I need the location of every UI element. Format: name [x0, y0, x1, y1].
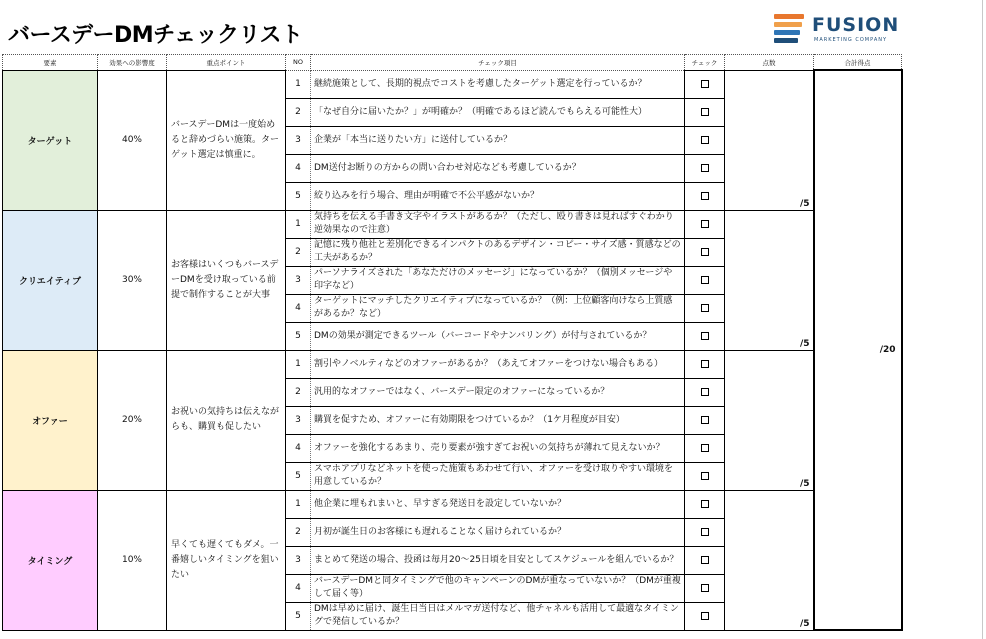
effect-value: 30% [98, 210, 167, 350]
checklist-table [2, 54, 903, 631]
check-item-text: 他企業に埋もれまいと、早すぎる発送日を設定していないか？ [311, 490, 685, 518]
checkbox[interactable] [701, 360, 709, 368]
header-total: 合計得点 [814, 55, 902, 71]
checkbox[interactable] [701, 472, 709, 480]
logo-tagline: MARKETING COMPANY [814, 37, 888, 43]
item-number: 2 [286, 378, 311, 406]
check-item-text: 月初が誕生日のお客様にも遅れることなく届けられているか？ [311, 518, 685, 546]
checkbox[interactable] [701, 444, 709, 452]
key-point: バースデーDMは一度始めると辞めづらい施策。ターゲット選定は慎重に。 [167, 70, 286, 210]
item-number: 3 [286, 406, 311, 434]
header-score: 点数 [725, 55, 814, 71]
check-item-text: 割引やノベルティなどのオファーがあるか？（あえてオファーをつけない場合もある） [311, 350, 685, 378]
check-item-text: 継続施策として、長期的視点でコストを考慮したターゲット選定を行っているか？ [311, 70, 685, 98]
category-3: オファー [3, 350, 98, 490]
checkbox[interactable] [701, 80, 709, 88]
check-item-text: 「なぜ自分に届いたか？」が明確か？（明確であるほど読んでもらえる可能性大） [311, 98, 685, 126]
item-number: 4 [286, 434, 311, 462]
item-number: 2 [286, 98, 311, 126]
header-point: 重点ポイント [167, 55, 286, 71]
item-number: 2 [286, 518, 311, 546]
item-number: 4 [286, 154, 311, 182]
table-row [3, 70, 902, 98]
effect-value: 20% [98, 350, 167, 490]
logo-mark-icon [774, 14, 804, 44]
item-number: 5 [286, 182, 311, 210]
check-item-text: 気持ちを伝える手書き文字やイラストがあるか？（ただし、殴り書きは見ればすぐわかり逆効果なので注意） [311, 210, 685, 238]
check-cell[interactable] [685, 238, 725, 266]
check-cell[interactable] [685, 406, 725, 434]
check-cell[interactable] [685, 154, 725, 182]
logo-wordmark: FUSION [812, 14, 900, 36]
check-item-text: 購買を促すため、オファーに有効期限をつけているか？（1ケ月程度が目安） [311, 406, 685, 434]
item-number: 1 [286, 350, 311, 378]
checkbox[interactable] [701, 304, 709, 312]
check-cell[interactable] [685, 378, 725, 406]
category-2: クリエイティブ [3, 210, 98, 350]
item-number: 4 [286, 294, 311, 322]
checkbox[interactable] [701, 416, 709, 424]
checkbox[interactable] [701, 136, 709, 144]
item-number: 2 [286, 238, 311, 266]
check-cell[interactable] [685, 546, 725, 574]
item-number: 5 [286, 602, 311, 630]
score-cell: /5 [725, 490, 814, 630]
check-item-text: DMは早めに届け、誕生日当日はメルマガ送付など、他チャネルも活用して最適なタイミングで発信しているか？ [311, 602, 685, 630]
table-row [3, 350, 902, 378]
check-cell[interactable] [685, 434, 725, 462]
checkbox[interactable] [701, 276, 709, 284]
table-row [3, 490, 902, 518]
checkbox[interactable] [701, 528, 709, 536]
check-cell[interactable] [685, 266, 725, 294]
checkbox[interactable] [701, 388, 709, 396]
check-cell[interactable] [685, 322, 725, 350]
sheet-edge [982, 0, 983, 639]
checkbox[interactable] [701, 612, 709, 620]
check-item-text: 汎用的なオファーではなく、バースデー限定のオファーになっているか？ [311, 378, 685, 406]
check-item-text: まとめて発送の場合、投函は毎月20～25日頃を目安としてスケジュールを組んでいるか？ [311, 546, 685, 574]
check-cell[interactable] [685, 70, 725, 98]
checkbox[interactable] [701, 164, 709, 172]
check-item-text: 絞り込みを行う場合、理由が明確で不公平感がないか？ [311, 182, 685, 210]
category-1: ターゲット [3, 70, 98, 210]
table-row [3, 210, 902, 238]
item-number: 1 [286, 210, 311, 238]
header-effect: 効果への影響度 [98, 55, 167, 71]
check-cell[interactable] [685, 462, 725, 490]
checkbox[interactable] [701, 220, 709, 228]
check-cell[interactable] [685, 350, 725, 378]
category-4: タイミング [3, 490, 98, 630]
check-cell[interactable] [685, 294, 725, 322]
check-item-text: スマホアプリなどネットを使った施策もあわせて行い、オファーを受け取りやすい環境を用意しているか？ [311, 462, 685, 490]
total-score: /20 [814, 70, 902, 630]
header-item: チェック項目 [311, 55, 685, 71]
check-cell[interactable] [685, 98, 725, 126]
item-number: 5 [286, 322, 311, 350]
check-item-text: パーソナライズされた「あなただけのメッセージ」になっているか？（個別メッセージや印字など） [311, 266, 685, 294]
key-point: お祝いの気持ちは伝えながらも、購買も促したい [167, 350, 286, 490]
key-point: 早くても遅くてもダメ。一番嬉しいタイミングを狙いたい [167, 490, 286, 630]
score-cell: /5 [725, 350, 814, 490]
check-item-text: DMの効果が測定できるツール（バーコードやナンバリング）が付与されているか？ [311, 322, 685, 350]
key-point: お客様はいくつもバースデーDMを受け取っている前提で制作することが大事 [167, 210, 286, 350]
header-row [3, 55, 902, 71]
effect-value: 40% [98, 70, 167, 210]
check-item-text: 企業が「本当に送りたい方」に送付しているか？ [311, 126, 685, 154]
item-number: 1 [286, 70, 311, 98]
checkbox[interactable] [701, 192, 709, 200]
check-cell[interactable] [685, 602, 725, 630]
effect-value: 10% [98, 490, 167, 630]
header-no: NO [286, 55, 311, 71]
checkbox[interactable] [701, 556, 709, 564]
check-item-text: バースデーDMと同タイミングで他のキャンペーンのDMが重なっていないか？（DMが重複して届く等） [311, 574, 685, 602]
header-check: チェック [685, 55, 725, 71]
item-number: 4 [286, 574, 311, 602]
score-cell: /5 [725, 70, 814, 210]
item-number: 1 [286, 490, 311, 518]
check-cell[interactable] [685, 490, 725, 518]
check-cell[interactable] [685, 210, 725, 238]
checkbox[interactable] [701, 248, 709, 256]
header-element: 要素 [3, 55, 98, 71]
check-item-text: 記憶に残り他社と差別化できるインパクトのあるデザイン・コピー・サイズ感・質感などの工夫があるか？ [311, 238, 685, 266]
checkbox[interactable] [701, 500, 709, 508]
item-number: 5 [286, 462, 311, 490]
item-number: 3 [286, 126, 311, 154]
check-cell[interactable] [685, 182, 725, 210]
check-cell[interactable] [685, 126, 725, 154]
check-item-text: オファーを強化するあまり、売り要素が強すぎてお祝いの気持ちが薄れて見えないか？ [311, 434, 685, 462]
page-title: バースデーDMチェックリスト [8, 23, 303, 48]
checkbox[interactable] [701, 108, 709, 116]
check-cell[interactable] [685, 574, 725, 602]
check-cell[interactable] [685, 518, 725, 546]
company-logo [774, 14, 904, 46]
item-number: 3 [286, 266, 311, 294]
item-number: 3 [286, 546, 311, 574]
checkbox[interactable] [701, 584, 709, 592]
check-item-text: ターゲットにマッチしたクリエイティブになっているか？（例：上位顧客向けなら上質感があるか？など） [311, 294, 685, 322]
checkbox[interactable] [701, 332, 709, 340]
score-cell: /5 [725, 210, 814, 350]
check-item-text: DM送付お断りの方からの問い合わせ対応なども考慮しているか？ [311, 154, 685, 182]
